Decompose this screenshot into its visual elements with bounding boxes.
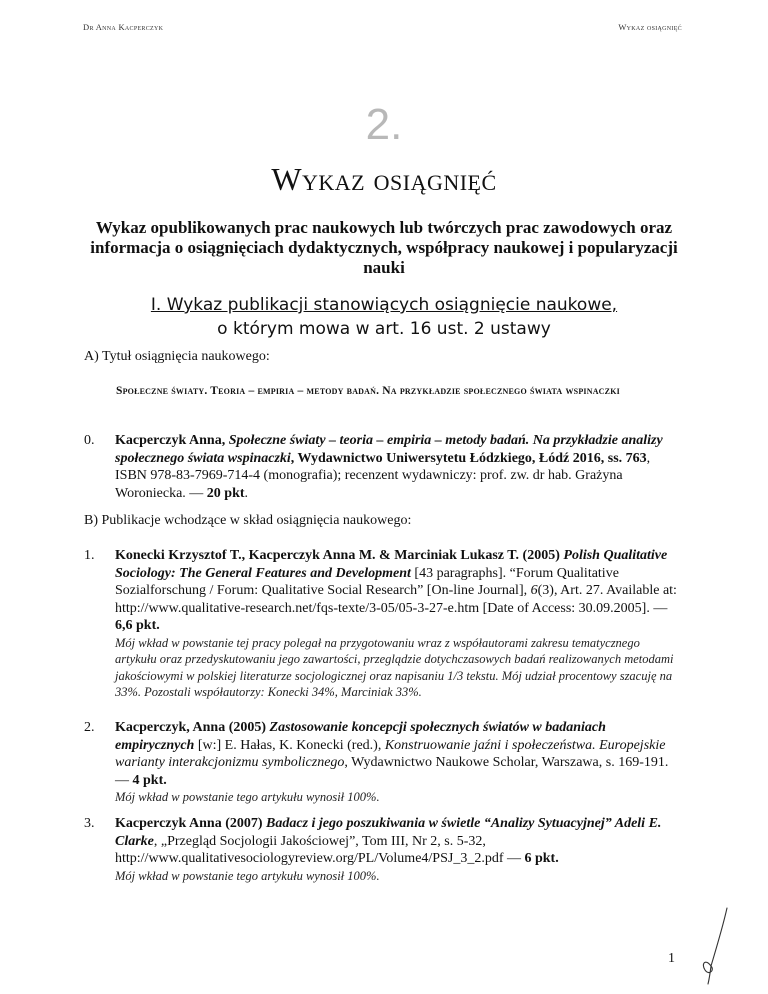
entry-details: [w:] E. Hałas, K. Konecki (red.), xyxy=(194,737,385,753)
section-heading-line2: o którym mowa w art. 16 ust. 2 ustawy xyxy=(217,319,551,339)
entry-body xyxy=(115,432,681,502)
entry-end: . xyxy=(244,485,249,501)
entry-volume: 6 xyxy=(530,583,538,598)
document-subtitle: Wykaz opublikowanych prac naukowych lub twórczych prac zawodowych oraz informacja o osiągnięciach dydaktycznych, współpracy naukowej i popularyzacji nauki xyxy=(90,218,678,277)
entry-points: 20 pkt xyxy=(206,485,245,501)
entry-authors: Konecki Krzysztof T., Kacperczyk Anna M. & Marciniak Lukasz T. (2005) xyxy=(115,548,560,563)
entry-publisher: , Wydawnictwo Uniwersytetu Łódzkiego, Łódź 2016, ss. 763 xyxy=(290,450,647,466)
entry-title: Społeczne światy – teoria – empiria – metody badań. Na przykładzie analizy społecznego świata wspinaczki xyxy=(115,433,663,466)
achievement-title: Społeczne światy. Teoria – empiria – metody badań. Na przykładzie społecznego świata wspinaczki xyxy=(116,385,620,397)
running-header-title: Wykaz osiągnięć xyxy=(618,22,682,32)
entry-body xyxy=(115,815,681,884)
page-number: 1 xyxy=(668,951,675,966)
publication-entry-0 xyxy=(84,432,684,502)
entry-authors: Kacperczyk Anna, xyxy=(115,433,226,448)
section-heading xyxy=(84,293,684,341)
entry-details: [43 paragraphs]. “Forum Qualitative Sozialforschung / Forum: Qualitative Social Research” [On-line Journal], xyxy=(115,565,619,598)
entry-number: 1. xyxy=(84,548,95,563)
entry-body xyxy=(115,547,681,701)
entry-number: 3. xyxy=(84,816,95,831)
entry-title: Badacz i jego poszukiwania w świetle “Analizy Sytuacyjnej” Adeli E. Clarke xyxy=(115,816,662,849)
signature-mark xyxy=(697,906,733,986)
publication-entry-2 xyxy=(84,719,684,806)
entry-number: 0. xyxy=(84,433,95,448)
entry-title: Zastosowanie koncepcji społecznych światów w badaniach empirycznych xyxy=(115,720,606,753)
publication-entry-1 xyxy=(84,547,684,701)
entry-points: 6 pkt. xyxy=(524,851,559,866)
running-header-author: Dr Anna Kacperczyk xyxy=(83,22,164,32)
entry-number: 2. xyxy=(84,720,95,735)
label-b: B) Publikacje wchodzące w skład osiągnięcia naukowego: xyxy=(84,513,412,528)
entry-points: 6,6 pkt. xyxy=(115,618,160,633)
entry-authors: Kacperczyk, Anna (2005) xyxy=(115,720,267,735)
entry-book-title: Konstruowanie jaźni i społeczeństwa. Europejskie warianty interakcjonizmu symbolicznego xyxy=(115,737,666,770)
entry-authors: Kacperczyk Anna (2007) xyxy=(115,816,263,831)
entry-contribution-note: Mój wkład w powstanie tej pracy polegał na przygotowaniu wraz z współautorami zakresu tematycznego artykułu oraz przedyskutowaniu jego zawartości, przeglądzie dotychczasowych badań realizowanych metodami jakościowymi w polskiej literaturze socjologicznej oraz napisaniu 1/3 tekstu. Mój udział procentowy szacuję na 33%. Pozostali współautorzy: Konecki 34%, Marciniak 33%. xyxy=(115,635,674,699)
entry-details-2: , Wydawnictwo Naukowe Scholar, Warszawa, s. 169-191. — xyxy=(115,755,669,788)
entry-contribution-note: Mój wkład w powstanie tego artykułu wynosił 100%. xyxy=(115,790,380,804)
publication-entry-3 xyxy=(84,815,684,884)
entry-details: , „Przegląd Socjologii Jakościowej”, Tom III, Nr 2, s. 5-32, http://www.qualitativesociologyreview.org/PL/Volume4/PSJ_3_2.pdf — xyxy=(115,833,525,866)
entry-body xyxy=(115,719,681,806)
entry-details: , ISBN 978-83-7969-714-4 (monografia); recenzent wydawniczy: prof. zw. dr hab. Grażyna Woroniecka. — xyxy=(115,450,651,501)
section-heading-line1: I. Wykaz publikacji stanowiących osiągnięcie naukowe, xyxy=(150,295,618,315)
chapter-title: Wykaz osiągnięć xyxy=(271,161,497,197)
label-a: A) Tytuł osiągnięcia naukowego: xyxy=(84,349,270,364)
entry-title: Polish Qualitative Sociology: The General Features and Development xyxy=(115,548,668,581)
entry-details-2: (3), Art. 27. Available at: http://www.qualitative-research.net/fqs-texte/3-05/05-3-27-e.htm [Date of Access: 30.09.2005]. — xyxy=(115,583,677,616)
entry-points: 4 pkt. xyxy=(132,772,167,788)
entry-contribution-note: Mój wkład w powstanie tego artykułu wynosił 100%. xyxy=(115,868,380,883)
chapter-number: 2. xyxy=(365,100,403,149)
